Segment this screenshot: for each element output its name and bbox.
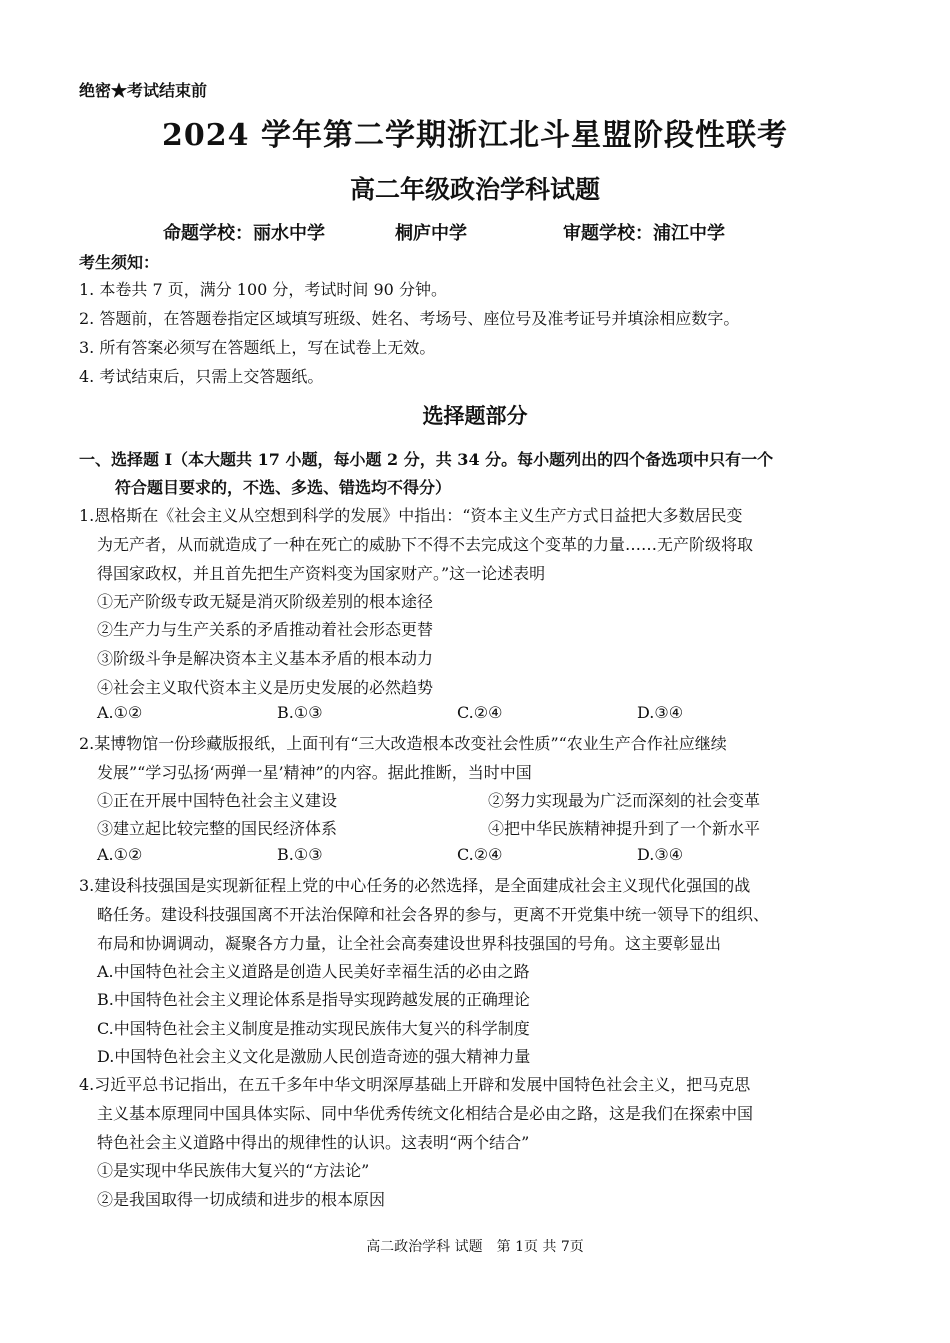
notice-item: 3. 所有答案必须写在答题纸上，写在试卷上无效。 bbox=[79, 338, 436, 357]
confidential-mark: 绝密★考试结束前 bbox=[79, 81, 208, 100]
question-1-statement: ①无产阶级专政无疑是消灭阶级差别的根本途径 bbox=[97, 592, 434, 611]
exam-subtitle: 高二年级政治学科试题 bbox=[349, 175, 600, 204]
question-3-text: 略任务。建设科技强国离不开法治保障和社会各界的参与，更离不开党集中统一领导下的组织、 bbox=[97, 905, 770, 924]
reviewing-school: 审题学校：浦江中学 bbox=[563, 223, 725, 244]
notice-item: 4. 考试结束后，只需上交答题纸。 bbox=[79, 367, 324, 386]
question-2-option-b[interactable]: B.①③ bbox=[277, 845, 323, 864]
question-1-text: 1.恩格斯在《社会主义从空想到科学的发展》中指出：“资本主义生产方式日益把大多数居民变 bbox=[79, 506, 743, 525]
question-4-text: 特色社会主义道路中得出的规律性的认识。这表明“两个结合” bbox=[97, 1133, 530, 1152]
section-title: 选择题部分 bbox=[422, 403, 528, 428]
question-2-option-d[interactable]: D.③④ bbox=[637, 845, 684, 864]
question-2-statement: ②努力实现最为广泛而深刻的社会变革 bbox=[488, 791, 761, 810]
notice-item: 2. 答题前，在答题卷指定区域填写班级、姓名、考场号、座位号及准考证号并填涂相应数字。 bbox=[79, 309, 740, 328]
question-1-text: 为无产者，从而就造成了一种在死亡的威胁下不得不去完成这个变革的力量……无产阶级将取 bbox=[97, 535, 754, 554]
question-4-text: 4.习近平总书记指出，在五千多年中华文明深厚基础上开辟和发展中国特色社会主义，把马克思 bbox=[79, 1075, 751, 1094]
question-3-option-c[interactable]: C.中国特色社会主义制度是推动实现民族伟大复兴的科学制度 bbox=[97, 1019, 530, 1038]
page-footer: 高二政治学科 试题 第 1页 共 7页 bbox=[366, 1239, 584, 1255]
part-line: 一、选择题 I（本大题共 17 小题，每小题 2 分，共 34 分。每小题列出的四个备选项中只有一个 bbox=[79, 450, 774, 469]
question-1-text: 得国家政权，并且首先把生产资料变为国家财产。”这一论述表明 bbox=[97, 564, 546, 583]
question-2-option-a[interactable]: A.①② bbox=[97, 845, 143, 864]
part-line: 符合题目要求的，不选、多选、错选均不得分） bbox=[115, 478, 452, 497]
part-instructions bbox=[79, 446, 879, 502]
question-1-option-b[interactable]: B.①③ bbox=[277, 703, 323, 722]
question-4-statement: ①是实现中华民族伟大复兴的“方法论” bbox=[97, 1161, 370, 1180]
question-2-text: 发展”“学习弘扬‘两弹一星’精神”的内容。据此推断，当时中国 bbox=[97, 763, 532, 782]
question-2-statement: ④把中华民族精神提升到了一个新水平 bbox=[488, 819, 761, 838]
question-2-statement: ①正在开展中国特色社会主义建设 bbox=[97, 791, 338, 810]
question-4-statement: ②是我国取得一切成绩和进步的根本原因 bbox=[97, 1190, 386, 1209]
question-3-option-a[interactable]: A.中国特色社会主义道路是创造人民美好幸福生活的必由之路 bbox=[97, 962, 530, 981]
question-2-option-c[interactable]: C.②④ bbox=[457, 845, 503, 864]
notice-item: 1. 本卷共 7 页，满分 100 分，考试时间 90 分钟。 bbox=[79, 280, 447, 299]
proposing-school-2: 桐庐中学 bbox=[395, 223, 467, 244]
question-1-statement: ②生产力与生产关系的矛盾推动着社会形态更替 bbox=[97, 620, 434, 639]
question-1-statement: ④社会主义取代资本主义是历史发展的必然趋势 bbox=[97, 678, 434, 697]
question-2-text: 2.某博物馆一份珍藏版报纸，上面刊有“三大改造根本改变社会性质”“农业生产合作社应继续 bbox=[79, 734, 727, 753]
question-3-option-d[interactable]: D.中国特色社会主义文化是激励人民创造奇迹的强大精神力量 bbox=[97, 1047, 531, 1066]
notice-heading: 考生须知： bbox=[79, 253, 160, 272]
question-3-option-b[interactable]: B.中国特色社会主义理论体系是指导实现跨越发展的正确理论 bbox=[97, 990, 530, 1009]
question-3-text: 布局和协调调动，凝聚各方力量，让全社会高奏建设世界科技强国的号角。这主要彰显出 bbox=[97, 934, 722, 953]
question-1-option-d[interactable]: D.③④ bbox=[637, 703, 684, 722]
question-1-statement: ③阶级斗争是解决资本主义基本矛盾的根本动力 bbox=[97, 649, 434, 668]
question-2-statement: ③建立起比较完整的国民经济体系 bbox=[97, 819, 338, 838]
question-1-option-c[interactable]: C.②④ bbox=[457, 703, 503, 722]
exam-title: 2024 学年第二学期浙江北斗星盟阶段性联考 bbox=[162, 118, 788, 153]
proposing-school: 命题学校：丽水中学 bbox=[163, 223, 325, 244]
question-1-option-a[interactable]: A.①② bbox=[97, 703, 143, 722]
question-4-text: 主义基本原理同中国具体实际、同中华优秀传统文化相结合是必由之路，这是我们在探索中国 bbox=[97, 1104, 754, 1123]
question-3-text: 3.建设科技强国是实现新征程上党的中心任务的必然选择，是全面建成社会主义现代化强国的战 bbox=[79, 876, 751, 895]
